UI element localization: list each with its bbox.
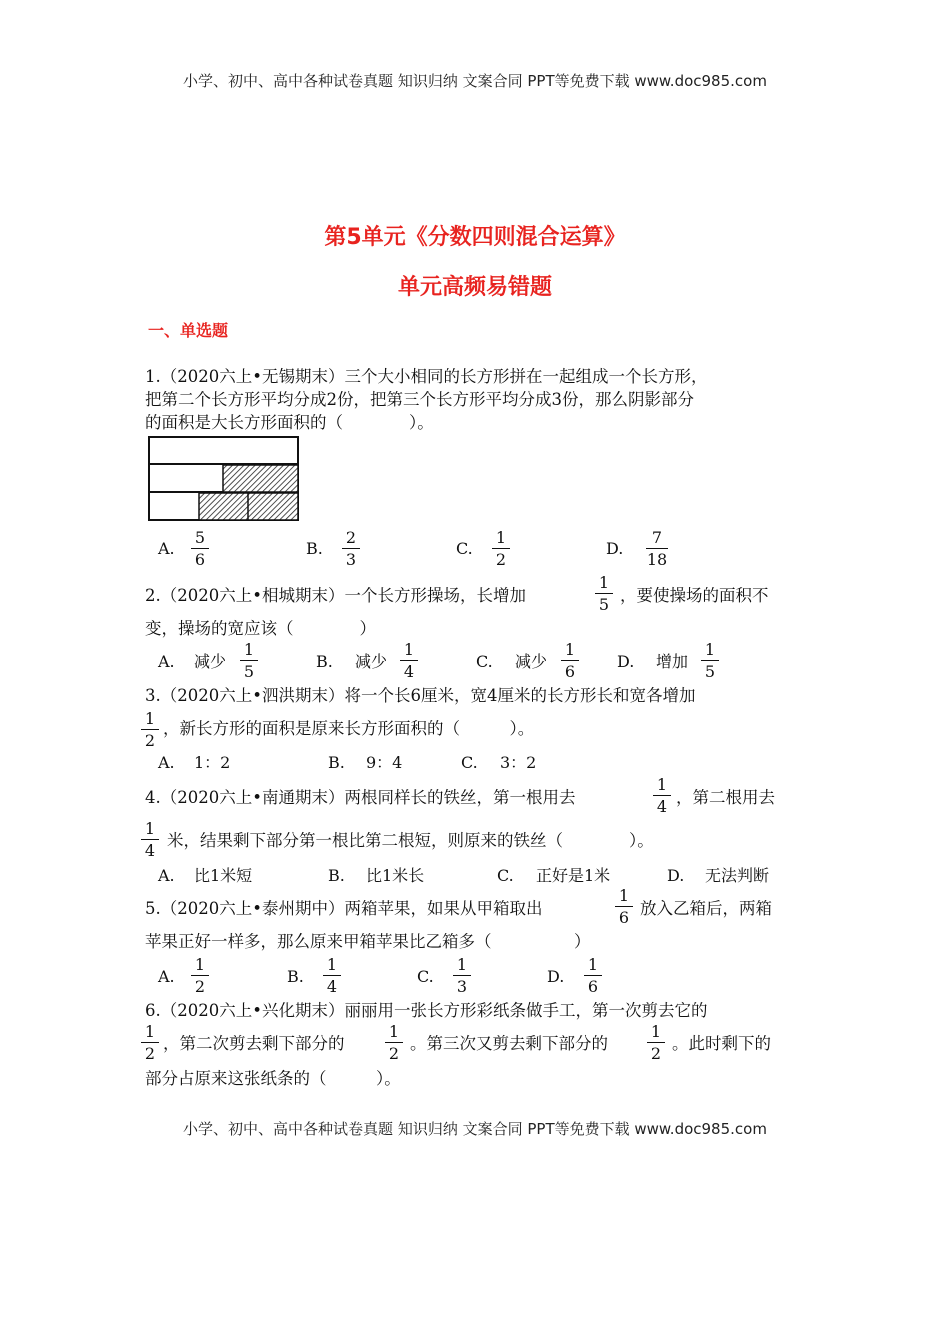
numerator: 1 <box>144 709 156 728</box>
q4-line-1b: ，第二根用去 <box>676 788 775 807</box>
denominator: 2 <box>194 977 206 996</box>
q6-fraction-2 <box>380 1022 408 1063</box>
page-subtitle: 单元高频易错题 <box>397 275 552 300</box>
q2-option-b-text[interactable]: 减少 <box>355 652 388 671</box>
q4-option-d-text[interactable]: 无法判断 <box>705 866 770 885</box>
q6-line-2b: 。第三次又剪去剩下部分的 <box>410 1034 608 1053</box>
q5-option-d-label[interactable]: D. <box>547 967 565 986</box>
denominator: 4 <box>144 841 156 860</box>
denominator: 6 <box>194 550 206 569</box>
numerator: 1 <box>704 640 716 659</box>
denominator: 4 <box>656 797 668 816</box>
denominator: 5 <box>243 662 255 681</box>
q4-option-c-text[interactable]: 正好是1米 <box>536 866 611 885</box>
q5-line-1b: 放入乙箱后，两箱 <box>640 899 772 918</box>
q1-line-2: 把第二个长方形平均分成2份，把第三个长方形平均分成3份，那么阴影部分 <box>145 390 694 409</box>
numerator: 2 <box>345 528 357 547</box>
q3-option-b-text[interactable]: 9：4 <box>366 753 403 772</box>
numerator: 1 <box>326 955 338 974</box>
q2-option-d-label[interactable]: D. <box>617 652 635 671</box>
q5-option-b-label[interactable]: B. <box>287 967 304 986</box>
denominator: 2 <box>144 731 156 750</box>
denominator: 2 <box>144 1044 156 1063</box>
numerator: 1 <box>144 819 156 838</box>
q1-option-a-fraction[interactable] <box>186 528 214 569</box>
q5-option-a-label[interactable]: A. <box>158 967 175 986</box>
q2-line-1a: 2.（2020六上•相城期末）一个长方形操场，长增加 <box>145 586 526 605</box>
q4-option-b-text[interactable]: 比1米长 <box>366 866 425 885</box>
q2-line-2: 变，操场的宽应该（ ） <box>145 619 376 638</box>
numerator: 1 <box>403 640 415 659</box>
numerator: 1 <box>495 528 507 547</box>
q4-line-1a: 4.（2020六上•南通期末）两根同样长的铁丝，第一根用去 <box>145 788 576 807</box>
numerator: 1 <box>656 775 668 794</box>
q2-option-b-fraction[interactable] <box>395 640 423 681</box>
q2-option-a-label[interactable]: A. <box>158 652 175 671</box>
q2-option-d-fraction[interactable] <box>696 640 724 681</box>
numerator: 1 <box>388 1022 400 1041</box>
section-heading: 一、单选题 <box>148 321 229 340</box>
q3-option-a-text[interactable]: 1：2 <box>194 753 231 772</box>
q3-line-2: ，新长方形的面积是原来长方形面积的（ ）。 <box>163 719 535 738</box>
q4-option-a-label[interactable]: A. <box>158 866 175 885</box>
numerator: 1 <box>618 886 630 905</box>
denominator: 2 <box>495 550 507 569</box>
q4-option-a-text[interactable]: 比1米短 <box>194 866 253 885</box>
q1-option-c-fraction[interactable] <box>487 528 515 569</box>
q3-option-c-text[interactable]: 3：2 <box>500 753 537 772</box>
q2-fraction <box>590 573 618 614</box>
q2-option-d-text[interactable]: 增加 <box>656 652 689 671</box>
q1-rectangle-figure <box>148 436 300 522</box>
q1-option-b-label[interactable]: B. <box>306 539 323 558</box>
q6-line-2a: ，第二次剪去剩下部分的 <box>163 1034 345 1053</box>
denominator: 4 <box>326 977 338 996</box>
q1-option-d-label[interactable]: D. <box>606 539 624 558</box>
q1-option-b-fraction[interactable] <box>337 528 365 569</box>
q1-option-a-label[interactable]: A. <box>158 539 175 558</box>
denominator: 3 <box>345 550 357 569</box>
q6-line-2c: 。此时剩下的 <box>672 1034 771 1053</box>
denominator: 5 <box>598 595 610 614</box>
denominator: 3 <box>456 977 468 996</box>
q2-option-c-text[interactable]: 减少 <box>515 652 548 671</box>
q6-fraction-1 <box>136 1022 164 1063</box>
q1-option-d-fraction[interactable] <box>641 528 673 569</box>
numerator: 1 <box>587 955 599 974</box>
q1-line-3: 的面积是大长方形面积的（ ）。 <box>145 413 434 432</box>
numerator: 1 <box>194 955 206 974</box>
denominator: 2 <box>650 1044 662 1063</box>
q3-fraction <box>136 709 164 750</box>
q6-line-1: 6.（2020六上•兴化期末）丽丽用一张长方形彩纸条做手工，第一次剪去它的 <box>145 1001 708 1020</box>
numerator: 1 <box>564 640 576 659</box>
denominator: 6 <box>564 662 576 681</box>
q4-option-d-label[interactable]: D. <box>667 866 685 885</box>
q2-option-c-fraction[interactable] <box>556 640 584 681</box>
q3-line-1: 3.（2020六上•泗洪期末）将一个长6厘米，宽4厘米的长方形长和宽各增加 <box>145 686 696 705</box>
q1-line-1: 1.（2020六上•无锡期末）三个大小相同的长方形拼在一起组成一个长方形， <box>145 367 708 386</box>
denominator: 6 <box>587 977 599 996</box>
q3-option-a-label[interactable]: A. <box>158 753 175 772</box>
numerator: 1 <box>456 955 468 974</box>
q6-fraction-3 <box>642 1022 670 1063</box>
q4-fraction-1 <box>648 775 676 816</box>
denominator: 2 <box>388 1044 400 1063</box>
page-header: 小学、初中、高中各种试卷真题 知识归纳 文案合同 PPT等免费下载 www.doc985.com <box>183 72 767 90</box>
q2-option-c-label[interactable]: C. <box>476 652 493 671</box>
page-title: 第5单元《分数四则混合运算》 <box>324 225 626 250</box>
denominator: 5 <box>704 662 716 681</box>
q5-line-2: 苹果正好一样多，那么原来甲箱苹果比乙箱多（ ） <box>145 932 591 951</box>
q4-option-c-label[interactable]: C. <box>497 866 514 885</box>
q5-line-1a: 5.（2020六上•泰州期中）两箱苹果，如果从甲箱取出 <box>145 899 543 918</box>
q4-option-b-label[interactable]: B. <box>328 866 345 885</box>
q2-option-a-text[interactable]: 减少 <box>194 652 227 671</box>
denominator: 6 <box>618 908 630 927</box>
q2-line-1b: ，要使操场的面积不 <box>620 586 769 605</box>
q6-line-3: 部分占原来这张纸条的（ ）。 <box>145 1069 401 1088</box>
numerator: 1 <box>598 573 610 592</box>
q3-option-c-label[interactable]: C. <box>461 753 478 772</box>
q5-option-a-fraction[interactable] <box>186 955 214 996</box>
q5-option-c-label[interactable]: C. <box>417 967 434 986</box>
numerator: 1 <box>144 1022 156 1041</box>
page-footer: 小学、初中、高中各种试卷真题 知识归纳 文案合同 PPT等免费下载 www.doc985.com <box>183 1120 767 1138</box>
q5-option-b-fraction[interactable] <box>318 955 346 996</box>
q4-line-2: 米，结果剩下部分第一根比第二根短，则原来的铁丝（ ）。 <box>167 831 654 850</box>
q1-shaded-half <box>223 465 298 492</box>
denominator: 18 <box>646 550 668 569</box>
q5-option-d-fraction[interactable] <box>579 955 607 996</box>
numerator: 1 <box>650 1022 662 1041</box>
denominator: 4 <box>403 662 415 681</box>
numerator: 1 <box>243 640 255 659</box>
q2-option-b-label[interactable]: B. <box>316 652 333 671</box>
q1-option-c-label[interactable]: C. <box>456 539 473 558</box>
numerator: 7 <box>651 528 663 547</box>
q5-fraction <box>610 886 638 927</box>
numerator: 5 <box>194 528 206 547</box>
q2-option-a-fraction[interactable] <box>235 640 263 681</box>
q4-fraction-2 <box>136 819 164 860</box>
q3-option-b-label[interactable]: B. <box>328 753 345 772</box>
q5-option-c-fraction[interactable] <box>448 955 476 996</box>
